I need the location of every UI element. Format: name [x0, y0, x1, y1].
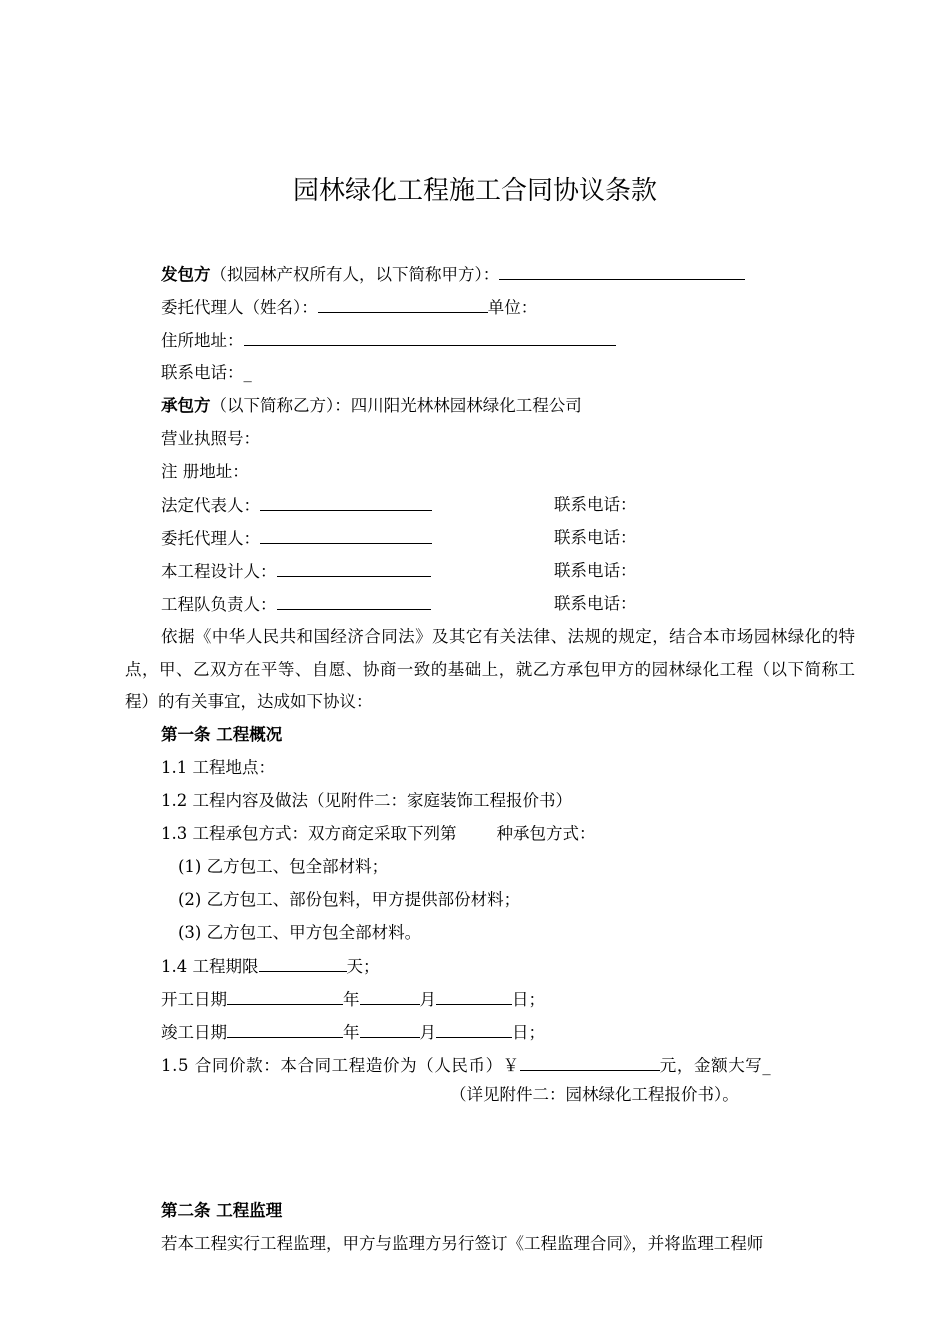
- party-b-line: [161, 394, 582, 418]
- month-label: 月: [419, 990, 436, 1009]
- clause-1-1: 1.1 工程地点：: [161, 758, 275, 777]
- party-a-agent-line: [161, 295, 537, 319]
- start-month-blank[interactable]: [360, 987, 420, 1005]
- end-date-line: [161, 1020, 545, 1044]
- party-a-label: 发包方: [161, 265, 211, 284]
- end-day-blank[interactable]: [436, 1020, 512, 1038]
- party-a-agent-blank[interactable]: [318, 295, 488, 313]
- party-b-row-blank[interactable]: [277, 559, 431, 577]
- party-b-row-phone: 联系电话：: [554, 495, 637, 514]
- party-b-row-label: 委托代理人：: [161, 529, 260, 548]
- start-date-label: 开工日期: [161, 990, 227, 1009]
- party-b-row-label: 法定代表人：: [161, 496, 260, 515]
- party-a-unit-label: 单位：: [487, 298, 538, 317]
- start-date-line: [161, 987, 545, 1011]
- party-b-row-blank[interactable]: [277, 592, 431, 610]
- option-item: (1) 乙方包工、包全部材料；: [178, 857, 389, 876]
- clause-1-3-suffix: 种承包方式：: [496, 824, 596, 843]
- start-year-blank[interactable]: [227, 987, 343, 1005]
- duration-blank[interactable]: [259, 954, 347, 972]
- day-label: 日；: [512, 990, 545, 1009]
- party-a-blank[interactable]: [499, 262, 745, 280]
- party-b-row-phone: 联系电话：: [554, 528, 637, 547]
- party-b-row: [161, 559, 431, 583]
- party-b-row-label: 本工程设计人：: [161, 562, 277, 581]
- party-b-reg-address-label: 注 册地址：: [161, 462, 249, 481]
- intro-paragraph: 依据《中华人民共和国经济合同法》及其它有关法律、法规的规定，结合本市场园林绿化的特点，甲、乙双方在平等、自愿、协商一致的基础上，就乙方承包甲方的园林绿化工程（以下简称工程）的有关事宜，达成如下协议：: [125, 627, 855, 711]
- price-blank[interactable]: [520, 1053, 660, 1071]
- clause-1-4-unit: 天；: [346, 957, 380, 976]
- end-year-blank[interactable]: [227, 1020, 343, 1038]
- party-b-row: [161, 493, 432, 517]
- start-day-blank[interactable]: [436, 987, 512, 1005]
- option-item: (2) 乙方包工、部份包料，甲方提供部份材料；: [178, 890, 521, 909]
- document-title: 园林绿化工程施工合同协议条款: [292, 176, 657, 206]
- party-b-license-line: [161, 427, 260, 451]
- party-b-row: [161, 526, 432, 550]
- party-b-reg-address-line: [161, 460, 249, 484]
- party-a-address-line: [161, 328, 616, 352]
- clause-1-5-text: 1.5 合同价款：本合同工程造价为（人民币）￥: [161, 1056, 520, 1075]
- party-b-row-label: 工程队负责人：: [161, 595, 277, 614]
- party-b-label: 承包方: [161, 396, 211, 415]
- party-b-row: [161, 592, 431, 616]
- clause-1-5-suffix: 元，金额大写_: [659, 1056, 772, 1075]
- party-a-desc: （拟园林产权所有人，以下简称甲方）：: [210, 265, 500, 284]
- article2-text: 若本工程实行工程监理，甲方与监理方另行签订《工程监理合同》，并将监理工程师: [161, 1234, 764, 1253]
- option-item: (3) 乙方包工、甲方包全部材料。: [178, 923, 422, 942]
- party-a-phone-label: 联系电话：_: [161, 363, 252, 382]
- article2-heading: 第二条 工程监理: [161, 1201, 283, 1220]
- party-b-row-blank[interactable]: [260, 526, 432, 544]
- clause-1-3-text: 1.3 工程承包方式：双方商定采取下列第: [161, 824, 457, 843]
- month-label: 月: [419, 1023, 436, 1042]
- clause-1-5: [161, 1053, 771, 1077]
- party-b-desc: （以下简称乙方）：四川阳光林林园林绿化工程公司: [210, 396, 582, 415]
- article1-heading: 第一条 工程概况: [161, 725, 283, 744]
- end-month-blank[interactable]: [360, 1020, 420, 1038]
- clause-1-4: [161, 954, 380, 978]
- party-b-row-phone: 联系电话：: [554, 561, 637, 580]
- party-a-phone-line: [161, 361, 252, 385]
- end-date-label: 竣工日期: [161, 1023, 227, 1042]
- clause-1-3: [161, 822, 596, 846]
- clause-1-5-note: （详见附件二：园林绿化工程报价书）。: [450, 1085, 739, 1104]
- party-a-address-blank[interactable]: [244, 328, 616, 346]
- party-a-agent-label: 委托代理人（姓名）：: [161, 298, 318, 317]
- party-b-license-label: 营业执照号：: [161, 429, 260, 448]
- party-a-line: [161, 262, 745, 286]
- party-b-row-phone: 联系电话：: [554, 594, 637, 613]
- day-label: 日；: [512, 1023, 545, 1042]
- year-label: 年: [343, 1023, 360, 1042]
- party-b-row-blank[interactable]: [260, 493, 432, 511]
- clause-1-2: 1.2 工程内容及做法（见附件二：家庭装饰工程报价书）: [161, 791, 572, 810]
- clause-1-4-text: 1.4 工程期限: [161, 957, 259, 976]
- year-label: 年: [343, 990, 360, 1009]
- party-a-address-label: 住所地址：: [161, 331, 244, 350]
